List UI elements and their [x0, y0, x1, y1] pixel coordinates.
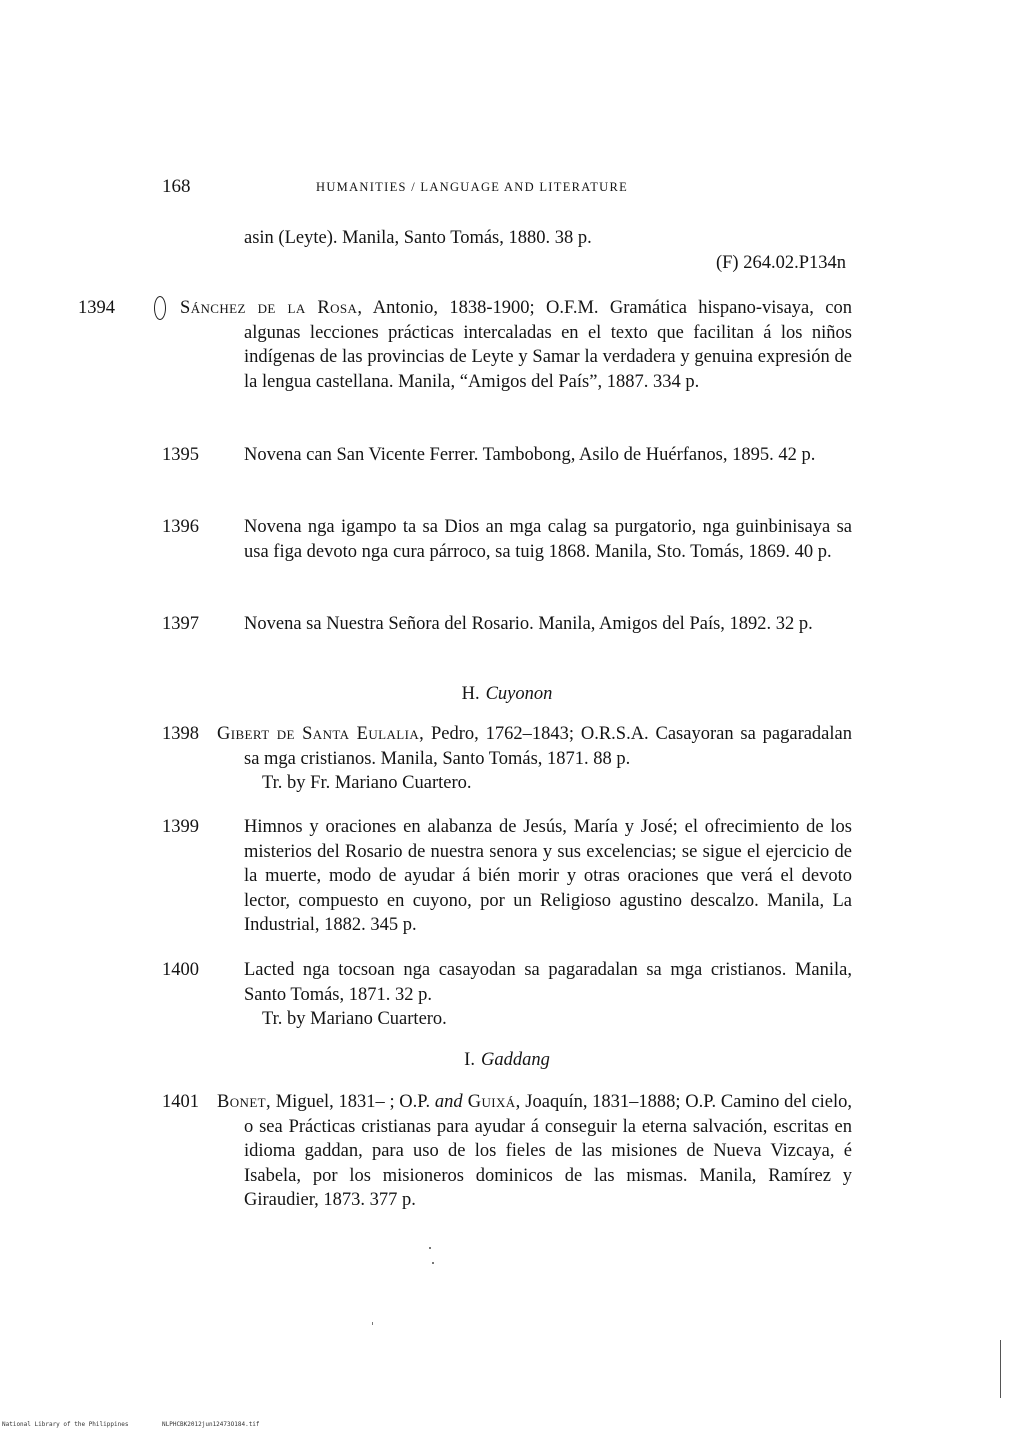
- entry-text: Novena nga igampo ta sa Dios an mga calag sa purgatorio, nga guinbinisaya sa usa figa devoto nga cura párroco, sa tuig 1868. Manila, Sto. Tomás, 1869. 40 p.: [244, 517, 852, 562]
- footer-library: National Library of the Philippines: [2, 1421, 129, 1428]
- entry-number: 1398: [162, 724, 199, 744]
- entry-text: 1394 Sánchez de la Rosa, Antonio, 1838-1900; O.F.M. Gramática hispano-visaya, con algunas lecciones prácticas intercaladas en el texto que facilitan á los niños indígenas de las provincias de Leyte y Samar la verdadera y genuina expresión de la lengua castellana. Manila, “Amigos del País”, 1887. 334 p.: [78, 298, 852, 392]
- entry-1396: [162, 515, 852, 564]
- header-title: HUMANITIES / LANGUAGE AND LITERATURE: [316, 180, 629, 194]
- entry-text: Lacted nga tocsoan nga casayodan sa pagaradalan sa mga cristianos. Manila, Santo Tomás, 1871. 32 p.: [244, 960, 852, 1005]
- entry-number: 1397: [162, 614, 199, 634]
- scan-speck: [432, 1262, 434, 1264]
- entry-text: Himnos y oraciones en alabanza de Jesús, María y José; el ofrecimiento de los misterios del Rosario de nuestra senora y sus excelencias; se sigue el ejercicio de la muerte, modo de ayudar á bién morir y otras oraciones que verá el devoto lector, compuesto en cuyono, por un Religioso agustino descalzo. Manila, La Industrial, 1882. 345 p.: [244, 817, 852, 935]
- entry-1394: [78, 296, 852, 394]
- entry-author: Gibert de Santa Eulalia,: [217, 724, 425, 744]
- scan-speck: [372, 1322, 373, 1325]
- entry-note: Tr. by Fr. Mariano Cuartero.: [262, 773, 472, 793]
- entry-text: Novena sa Nuestra Señora del Rosario. Manila, Amigos del País, 1892. 32 p.: [244, 614, 813, 634]
- entry-note: Tr. by Mariano Cuartero.: [262, 1009, 447, 1029]
- entry-1395: [162, 443, 852, 468]
- entry-text: Novena can San Vicente Ferrer. Tambobong, Asilo de Huérfanos, 1895. 42 p.: [244, 445, 816, 465]
- entry-text: 1401 Bonet, Miguel, 1831– ; O.P. and Guixá, Joaquín, 1831–1888; O.P. Camino del cielo, o sea Prácticas cristianas para ayudar á conseguir la eterna salvación, escritas en idioma gaddan, para uso de los fieles de las misiones de Nueva Vizcaya, é Isabela, por los misioneros dominicos de las mismas. Manila, Ramírez y Giraudier, 1873. 377 p.: [162, 1092, 852, 1210]
- entry-1401: [162, 1090, 852, 1213]
- entry-author: Bonet,: [217, 1092, 272, 1112]
- entry-number: 1401: [162, 1092, 199, 1112]
- entry-1399: [162, 815, 852, 938]
- section-heading-gaddang: I. Gaddang: [464, 1050, 550, 1070]
- section-heading-cuyonon: H. Cuyonon: [461, 684, 553, 704]
- footer-filename: NLPHCBK2012jun12473O184.tif: [162, 1421, 260, 1428]
- entry-number: 1399: [162, 817, 199, 837]
- scan-speck: [429, 1247, 431, 1249]
- entry-1397: [162, 612, 852, 637]
- entry-text: asin (Leyte). Manila, Santo Tomás, 1880. 38 p.: [244, 228, 592, 248]
- entry-1398: [162, 722, 852, 796]
- entry-coauthor: Guixá,: [462, 1092, 521, 1112]
- scan-edge-mark: [1000, 1340, 1001, 1398]
- entry-number: 1396: [162, 517, 199, 537]
- entry-author: Sánchez de la Rosa,: [180, 298, 363, 318]
- entry-1400: [162, 958, 852, 1032]
- call-number: (F) 264.02.P134n: [715, 252, 846, 273]
- page-number: 168: [162, 176, 191, 197]
- entry-number: 1395: [162, 445, 199, 465]
- entry-number: 1400: [162, 960, 199, 980]
- running-head: [162, 176, 852, 204]
- entry-continuation: [162, 226, 852, 275]
- entry-text: 1398 Gibert de Santa Eulalia, Pedro, 1762–1843; O.R.S.A. Casayoran sa pagaradalan sa mga cristianos. Manila, Santo Tomás, 1871. 88 p.: [162, 724, 852, 769]
- entry-number-circled: 1394: [154, 296, 166, 320]
